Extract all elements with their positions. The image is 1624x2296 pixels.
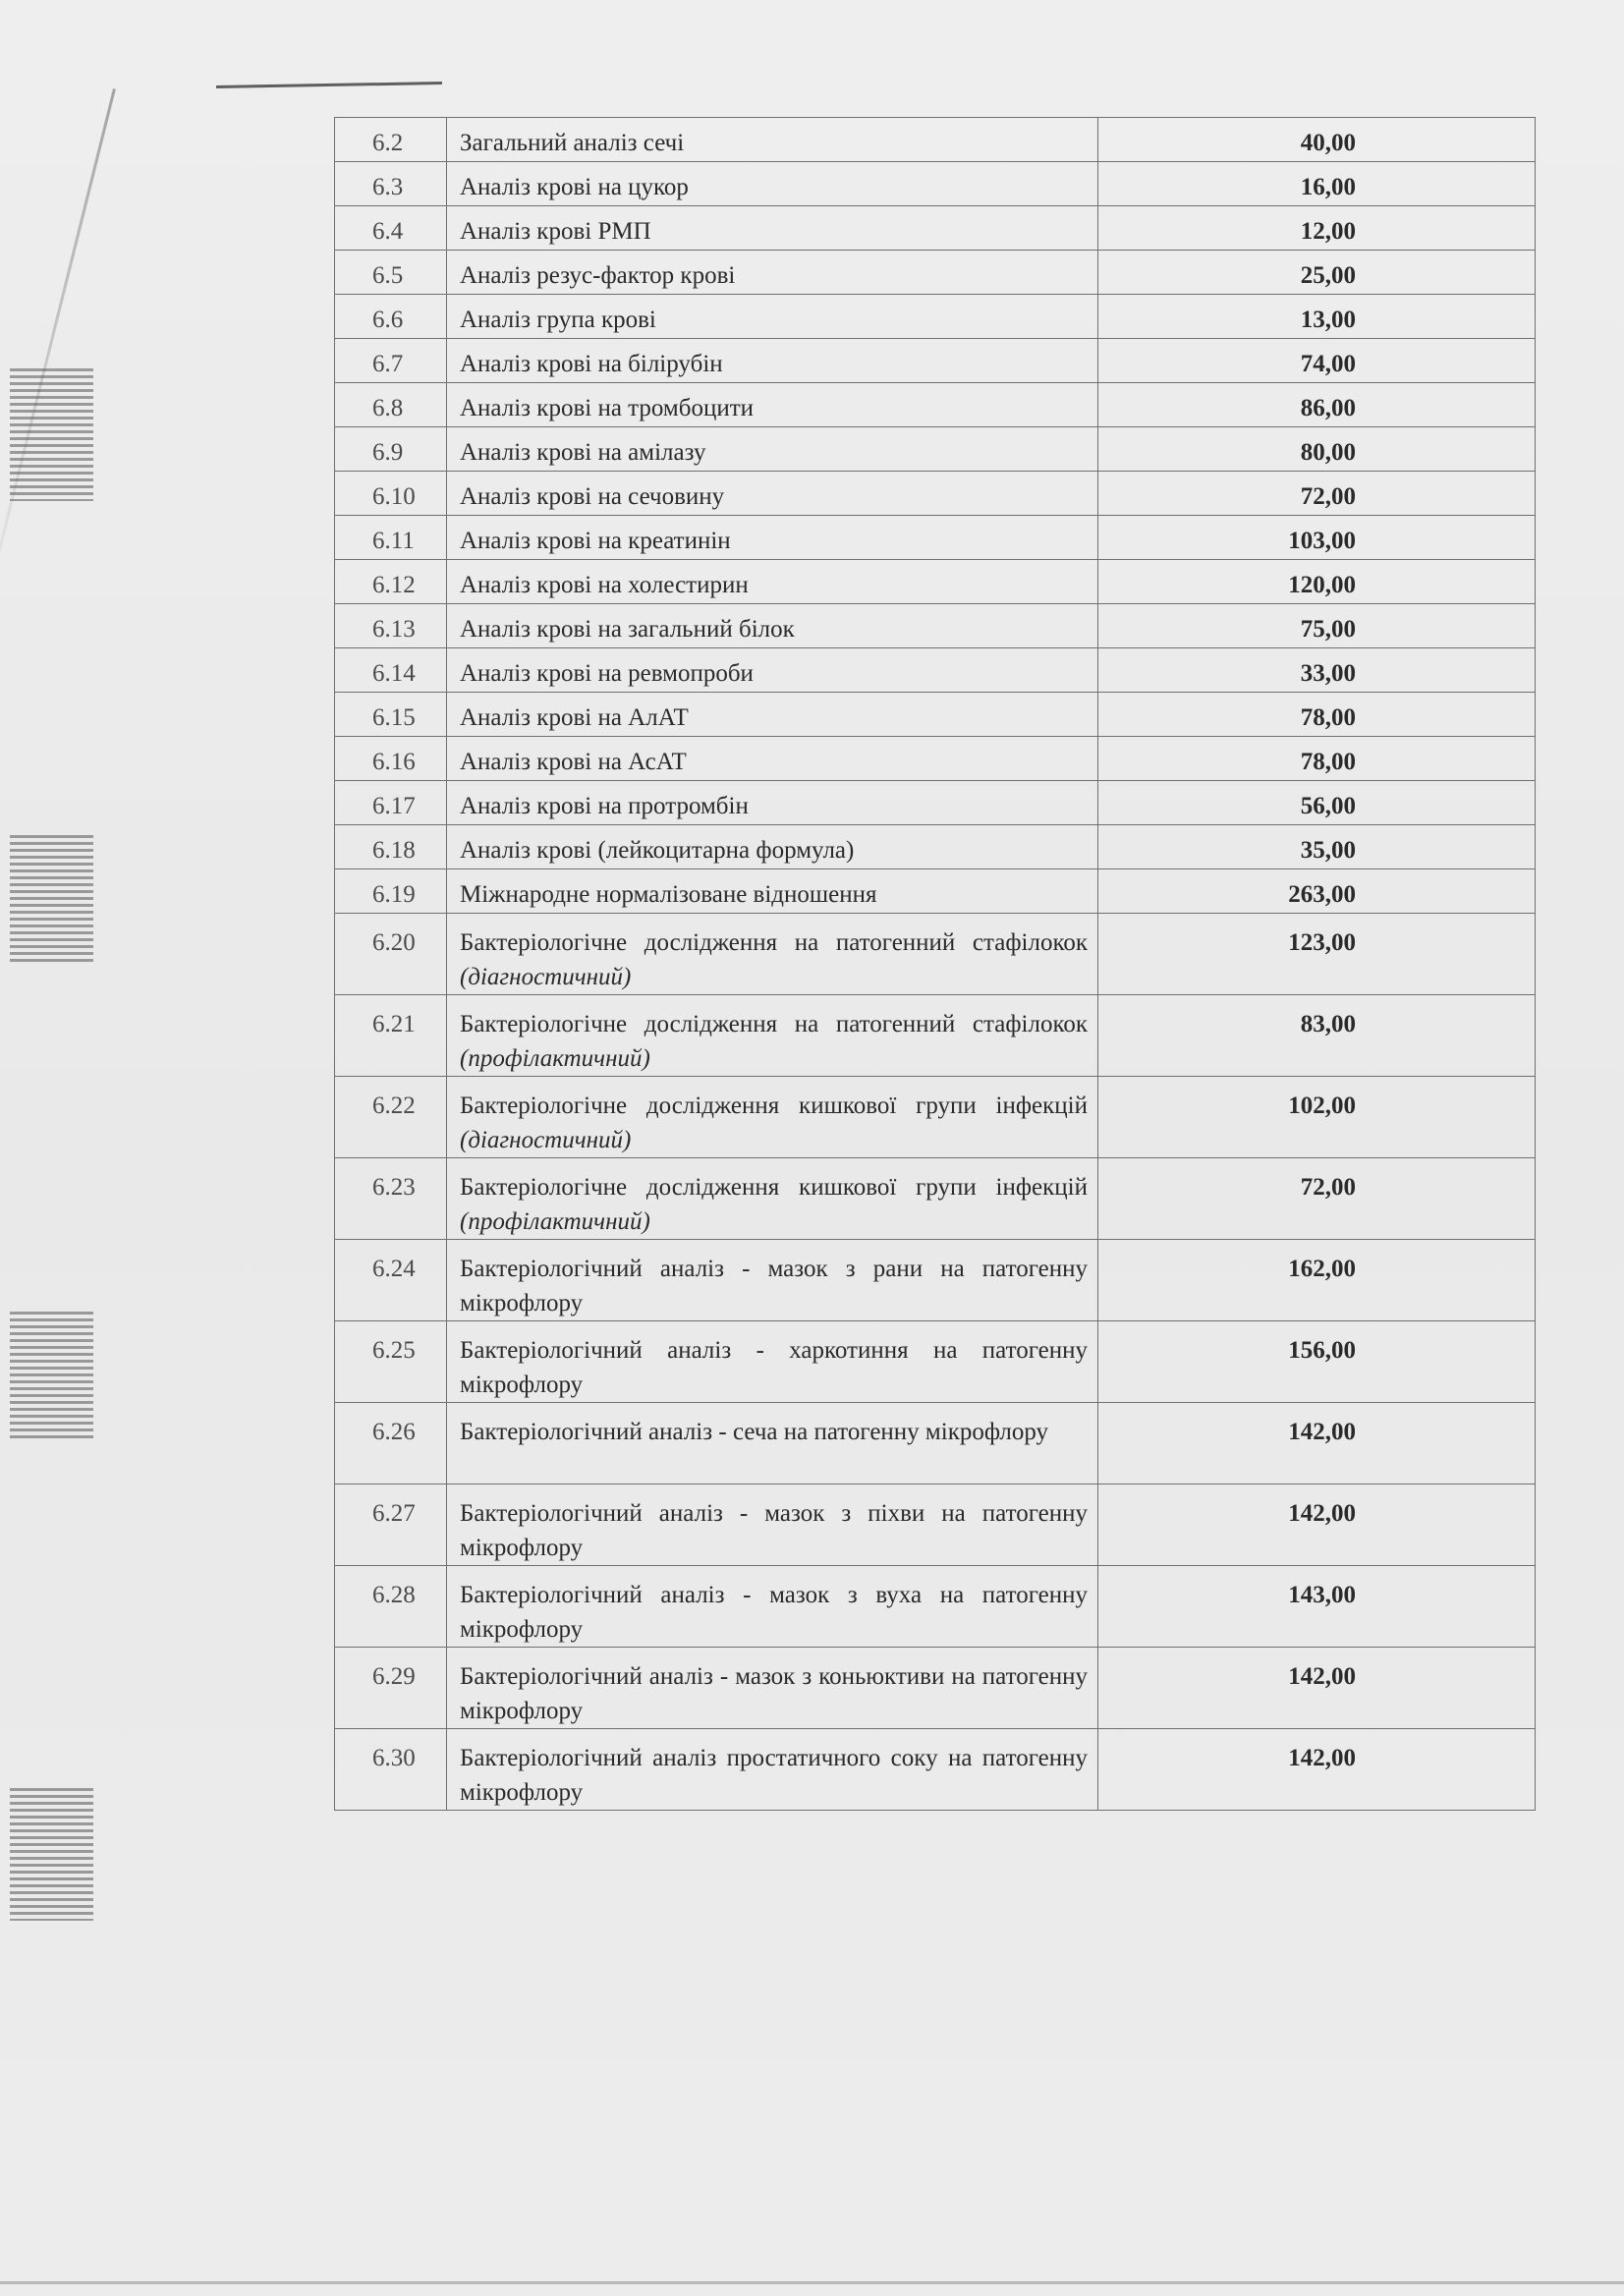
table-row: [335, 251, 1536, 295]
table-row: [335, 1158, 1536, 1240]
service-price: 162,00: [1098, 1240, 1536, 1321]
service-name-text: Бактеріологічне дослідження на патогенний стафілокок: [460, 1011, 1088, 1037]
table-row: [335, 1729, 1536, 1811]
service-name: [447, 737, 1098, 781]
scan-artifact: [10, 1312, 93, 1439]
service-price: 156,00: [1098, 1321, 1536, 1403]
row-number: 6.10: [335, 472, 447, 516]
row-number: 6.4: [335, 206, 447, 251]
service-price: 33,00: [1098, 648, 1536, 693]
service-name-text: Бактеріологічний аналіз - харкотиння на патогенну мікрофлору: [460, 1337, 1088, 1398]
service-name-text: Бактеріологічне дослідження кишкової групи інфекцій: [460, 1174, 1088, 1201]
scan-fold-line: [216, 82, 442, 88]
table-row: [335, 648, 1536, 693]
service-name-text: Аналіз крові (лейкоцитарна формула): [460, 837, 855, 864]
service-name-text: Аналіз резус-фактор крові: [460, 262, 736, 289]
table-row: [335, 869, 1536, 914]
service-price: 25,00: [1098, 251, 1536, 295]
service-name: [447, 1729, 1098, 1811]
service-name: [447, 693, 1098, 737]
table-row: [335, 1321, 1536, 1403]
table-row: [335, 1484, 1536, 1566]
service-price: 123,00: [1098, 914, 1536, 995]
service-price: 40,00: [1098, 118, 1536, 162]
scan-artifact: [10, 835, 93, 963]
service-price: 120,00: [1098, 560, 1536, 604]
service-name-text: Бактеріологічне дослідження кишкової групи інфекцій: [460, 1092, 1088, 1119]
service-name: [447, 648, 1098, 693]
service-name: [447, 560, 1098, 604]
service-name: [447, 995, 1098, 1077]
service-price: 35,00: [1098, 825, 1536, 869]
service-name-text: Бактеріологічне дослідження на патогенний стафілокок: [460, 929, 1088, 956]
row-number: 6.29: [335, 1648, 447, 1729]
service-name: [447, 339, 1098, 383]
service-name-text: Аналіз група крові: [460, 307, 656, 333]
row-number: 6.19: [335, 869, 447, 914]
service-name: [447, 1077, 1098, 1158]
service-name: [447, 1566, 1098, 1648]
service-name: [447, 1240, 1098, 1321]
service-price: 72,00: [1098, 1158, 1536, 1240]
service-price: 78,00: [1098, 693, 1536, 737]
row-number: 6.20: [335, 914, 447, 995]
service-price: 72,00: [1098, 472, 1536, 516]
service-name-text: Бактеріологічний аналіз - мазок з вуха на патогенну мікрофлору: [460, 1582, 1088, 1643]
table-row: [335, 206, 1536, 251]
price-table-body: [335, 118, 1536, 1811]
row-number: 6.23: [335, 1158, 447, 1240]
row-number: 6.24: [335, 1240, 447, 1321]
row-number: 6.14: [335, 648, 447, 693]
service-name: [447, 914, 1098, 995]
service-name: [447, 1648, 1098, 1729]
table-row: [335, 995, 1536, 1077]
service-name: [447, 1321, 1098, 1403]
service-price: 142,00: [1098, 1403, 1536, 1484]
service-name-text: Аналіз крові на амілазу: [460, 439, 706, 466]
row-number: 6.6: [335, 295, 447, 339]
table-row: [335, 914, 1536, 995]
service-name: [447, 781, 1098, 825]
service-name: [447, 206, 1098, 251]
service-name-text: Аналіз крові на креатинін: [460, 528, 731, 554]
service-name: [447, 1158, 1098, 1240]
row-number: 6.18: [335, 825, 447, 869]
row-number: 6.11: [335, 516, 447, 560]
row-number: 6.3: [335, 162, 447, 206]
price-table: [334, 117, 1536, 1811]
service-name-text: Аналіз крові на тромбоцити: [460, 395, 755, 421]
service-name: [447, 472, 1098, 516]
service-price: 143,00: [1098, 1566, 1536, 1648]
service-name-text: Аналіз крові РМП: [460, 218, 651, 245]
service-name: [447, 427, 1098, 472]
service-name: [447, 869, 1098, 914]
table-row: [335, 1240, 1536, 1321]
table-row: [335, 295, 1536, 339]
service-name-text: Аналіз крові на холестирин: [460, 572, 749, 598]
service-name-text: Аналіз крові на білірубін: [460, 351, 723, 377]
row-number: 6.26: [335, 1403, 447, 1484]
price-table-container: [334, 117, 1535, 1811]
scan-artifact: [10, 1788, 93, 1921]
table-row: [335, 383, 1536, 427]
service-name: [447, 516, 1098, 560]
row-number: 6.13: [335, 604, 447, 648]
service-name-text: Аналіз крові на цукор: [460, 174, 689, 200]
scan-bottom-edge: [0, 2281, 1624, 2284]
service-name-text: Загальний аналіз сечі: [460, 130, 685, 156]
service-name: [447, 251, 1098, 295]
service-price: 13,00: [1098, 295, 1536, 339]
service-name-text: Бактеріологічний аналіз - сеча на патогенну мікрофлору: [460, 1419, 1049, 1445]
service-price: 86,00: [1098, 383, 1536, 427]
table-row: [335, 781, 1536, 825]
row-number: 6.28: [335, 1566, 447, 1648]
service-price: 83,00: [1098, 995, 1536, 1077]
service-name-text: Міжнародне нормалізоване відношення: [460, 881, 877, 908]
row-number: 6.5: [335, 251, 447, 295]
service-price: 142,00: [1098, 1648, 1536, 1729]
service-name: [447, 295, 1098, 339]
service-type-note: (профілактичний): [460, 1208, 650, 1235]
service-price: 142,00: [1098, 1484, 1536, 1566]
service-name-text: Аналіз крові на загальний білок: [460, 616, 795, 643]
row-number: 6.27: [335, 1484, 447, 1566]
service-price: 102,00: [1098, 1077, 1536, 1158]
table-row: [335, 1566, 1536, 1648]
row-number: 6.8: [335, 383, 447, 427]
scan-edge-streak: [0, 88, 116, 623]
table-row: [335, 1648, 1536, 1729]
table-row: [335, 693, 1536, 737]
service-name-text: Аналіз крові на АсАТ: [460, 749, 687, 775]
table-row: [335, 737, 1536, 781]
table-row: [335, 825, 1536, 869]
row-number: 6.12: [335, 560, 447, 604]
service-price: 78,00: [1098, 737, 1536, 781]
table-row: [335, 1077, 1536, 1158]
service-name: [447, 604, 1098, 648]
table-row: [335, 472, 1536, 516]
service-name-text: Аналіз крові на протромбін: [460, 793, 749, 819]
row-number: 6.16: [335, 737, 447, 781]
service-price: 142,00: [1098, 1729, 1536, 1811]
service-name: [447, 383, 1098, 427]
service-name-text: Бактеріологічний аналіз - мазок з рани на патогенну мікрофлору: [460, 1256, 1088, 1316]
table-row: [335, 1403, 1536, 1484]
row-number: 6.25: [335, 1321, 447, 1403]
table-row: [335, 339, 1536, 383]
service-name-text: Аналіз крові на АлАТ: [460, 704, 689, 731]
service-price: 103,00: [1098, 516, 1536, 560]
row-number: 6.2: [335, 118, 447, 162]
service-name-text: Бактеріологічний аналіз - мазок з коньюктиви на патогенну мікрофлору: [460, 1663, 1088, 1724]
table-row: [335, 560, 1536, 604]
service-name: [447, 1484, 1098, 1566]
service-price: 56,00: [1098, 781, 1536, 825]
service-name-text: Аналіз крові на ревмопроби: [460, 660, 754, 687]
table-row: [335, 427, 1536, 472]
scan-artifact: [10, 368, 93, 501]
table-row: [335, 118, 1536, 162]
service-price: 12,00: [1098, 206, 1536, 251]
service-name-text: Бактеріологічний аналіз - мазок з піхви на патогенну мікрофлору: [460, 1500, 1088, 1561]
row-number: 6.7: [335, 339, 447, 383]
service-name: [447, 1403, 1098, 1484]
row-number: 6.21: [335, 995, 447, 1077]
service-price: 74,00: [1098, 339, 1536, 383]
row-number: 6.17: [335, 781, 447, 825]
service-type-note: (діагностичний): [460, 1127, 632, 1153]
row-number: 6.22: [335, 1077, 447, 1158]
service-type-note: (діагностичний): [460, 964, 632, 990]
row-number: 6.9: [335, 427, 447, 472]
service-name: [447, 825, 1098, 869]
service-price: 80,00: [1098, 427, 1536, 472]
service-type-note: (профілактичний): [460, 1045, 650, 1072]
table-row: [335, 604, 1536, 648]
service-name-text: Аналіз крові на сечовину: [460, 483, 725, 510]
service-name: [447, 162, 1098, 206]
row-number: 6.15: [335, 693, 447, 737]
service-price: 263,00: [1098, 869, 1536, 914]
service-price: 75,00: [1098, 604, 1536, 648]
table-row: [335, 516, 1536, 560]
service-name-text: Бактеріологічний аналіз простатичного соку на патогенну мікрофлору: [460, 1745, 1088, 1806]
table-row: [335, 162, 1536, 206]
service-name: [447, 118, 1098, 162]
row-number: 6.30: [335, 1729, 447, 1811]
service-price: 16,00: [1098, 162, 1536, 206]
